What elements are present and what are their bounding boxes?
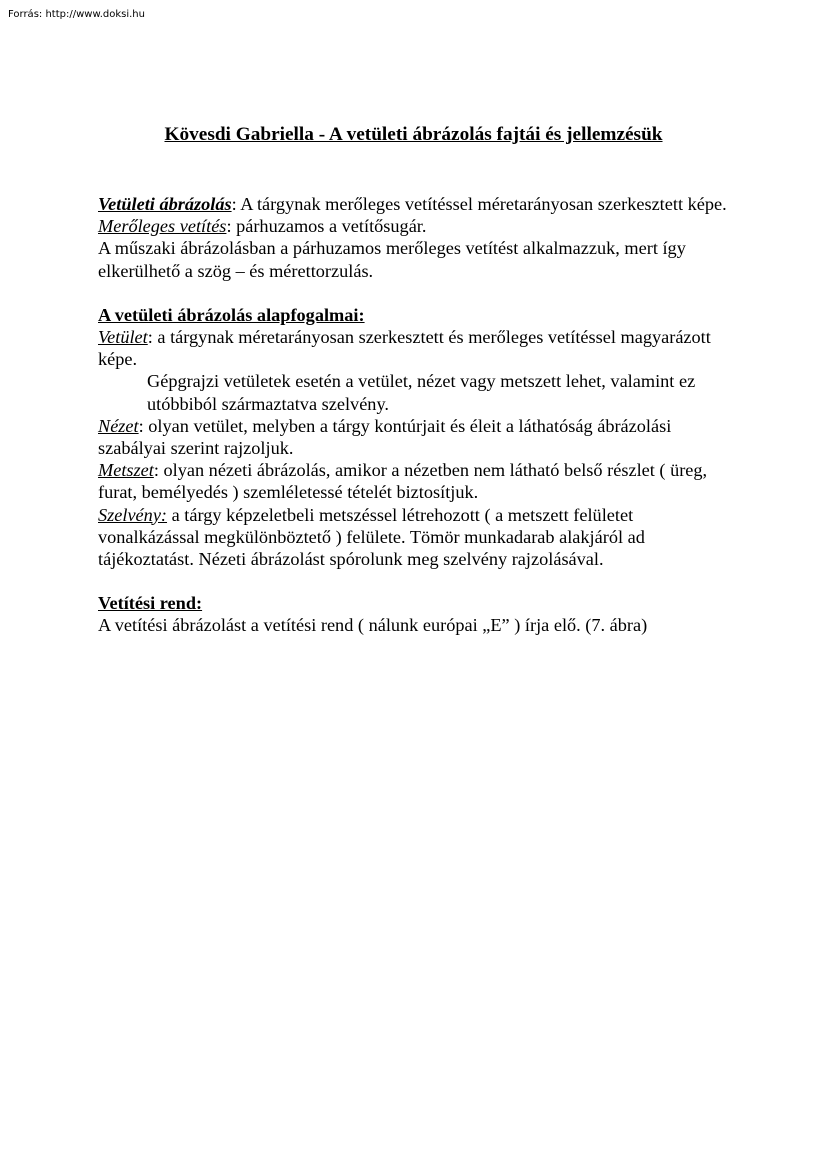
definition-meroleges-vetites: [98, 215, 738, 237]
definition-metszet: [98, 459, 738, 503]
section-heading-alapfogalmak: A vetületi ábrázolás alapfogalmai:: [98, 304, 365, 325]
definition-vetulet: [98, 326, 738, 370]
definition-nezet: [98, 415, 738, 459]
document-title: Kövesdi Gabriella - A vetületi ábrázolás fajtái és jellemzésük: [164, 124, 663, 145]
term-szelveny: Szelvény:: [98, 504, 168, 525]
definition-text: a tárgy képzeletbeli metszéssel létrehozott ( a metszett felületet vonalkázással megkülönböztető ) felülete. Tömör munkadarab alakjáról ad tájékoztatást. Nézeti ábrázolást spórolunk meg szelvény rajzolásával.: [98, 504, 645, 570]
definition-text: : olyan vetület, melyben a tárgy kontúrjait és éleit a láthatóság ábrázolási szabályai szerint rajzoljuk.: [98, 415, 672, 459]
term-meroleges-vetites: Merőleges vetítés: [98, 216, 227, 237]
term-vetuleti-abrazolas: Vetületi ábrázolás: [98, 194, 232, 214]
term-nezet: Nézet: [98, 415, 139, 436]
spacer: [98, 570, 738, 592]
definition-vetuleti-abrazolas: [98, 193, 738, 215]
definition-text: : olyan nézeti ábrázolás, amikor a nézetben nem látható belső részlet ( üreg, furat, bemélyedés ) szemléletessé tételét biztosítjuk.: [98, 460, 708, 503]
note-gepgrajzi: Gépgrajzi vetületek esetén a vetület, nézet vagy metszett lehet, valamint ez utóbbiból származtatva szelvény.: [147, 371, 696, 414]
document-body: [98, 122, 738, 637]
section-heading-vetitesi-rend: Vetítési rend:: [98, 593, 203, 614]
term-metszet: Metszet: [98, 460, 154, 481]
source-line: Forrás: http://www.doksi.hu: [8, 9, 145, 20]
term-vetulet: Vetület: [98, 327, 148, 348]
paragraph-muszaki-abrazolas: A műszaki ábrázolásban a párhuzamos merőleges vetítést alkalmazzuk, mert így elkerülhető a szög – és mérettorzulás.: [98, 238, 686, 281]
definition-text: : párhuzamos a vetítősugár.: [226, 216, 427, 237]
spacer: [98, 282, 738, 304]
paragraph-vetitesi-rend: A vetítési ábrázolást a vetítési rend ( nálunk európai „E” ) írja elő. (7. ábra): [98, 615, 648, 636]
definition-text: : A tárgynak merőleges vetítéssel méretarányosan szerkesztett képe.: [231, 194, 727, 214]
definition-text: : a tárgynak méretarányosan szerkesztett és merőleges vetítéssel magyarázott képe.: [98, 327, 711, 370]
definition-szelveny: [98, 504, 738, 571]
